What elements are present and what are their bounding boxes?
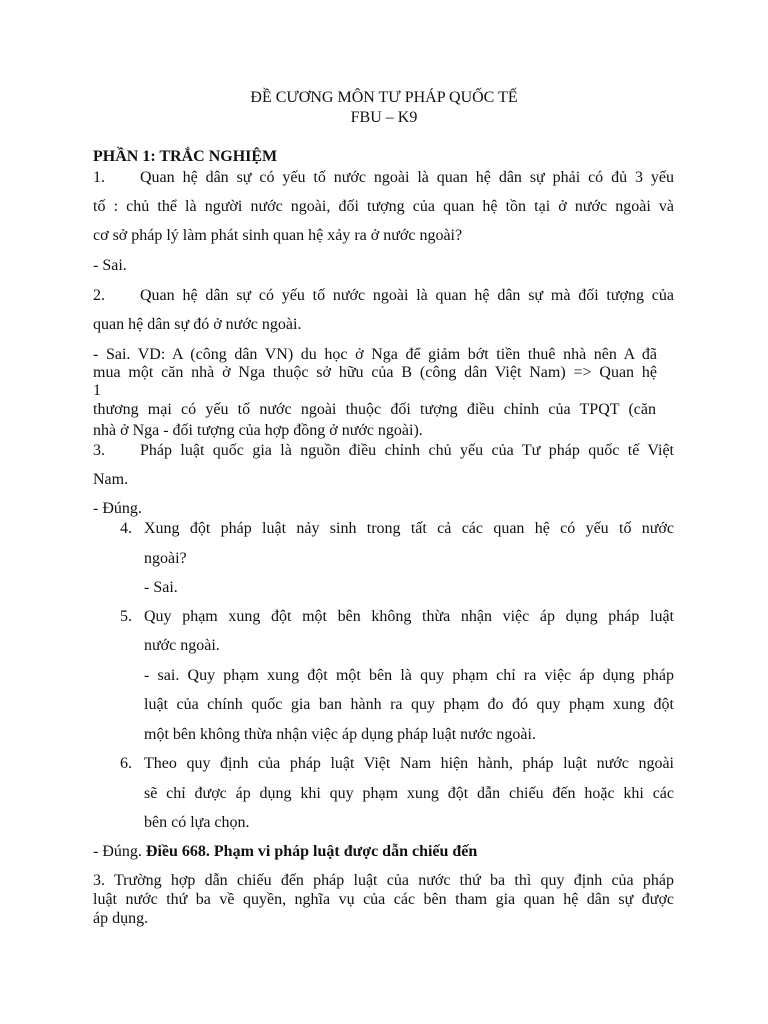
answer-text: - Sai. bbox=[93, 257, 127, 274]
question-text: Pháp luật quốc gia là nguồn điều chỉnh chủ yếu của Tư pháp quốc tế Việt bbox=[140, 442, 674, 459]
answer-line bbox=[93, 842, 477, 862]
question-text: sẽ chỉ được áp dụng khi quy phạm xung đột dẫn chiếu đến hoặc khi các bbox=[144, 785, 674, 802]
answer-text: - Sai. VD: A (công dân VN) du học ở Nga để giảm bớt tiền thuê nhà nên A đã bbox=[93, 346, 657, 363]
answer-text: - Sai. bbox=[144, 579, 178, 596]
question-text: nước ngoài. bbox=[144, 637, 220, 654]
answer-text: một bên không thừa nhận việc áp dụng pháp luật nước ngoài. bbox=[144, 726, 536, 743]
question-number: 4. bbox=[120, 520, 132, 537]
question-number: 3. bbox=[93, 442, 105, 459]
question-number: 5. bbox=[120, 608, 132, 625]
clause-text: 3. Trường hợp dẫn chiếu đến pháp luật của nước thứ ba thì quy định của pháp bbox=[93, 872, 674, 889]
question-text: ngoài? bbox=[144, 550, 187, 567]
question-text: quan hệ dân sự đó ở nước ngoài. bbox=[93, 316, 302, 333]
question-text: Theo quy định của pháp luật Việt Nam hiện hành, pháp luật nước ngoài bbox=[144, 755, 674, 772]
question-text: Quan hệ dân sự có yếu tố nước ngoài là quan hệ dân sự phải có đủ 3 yếu bbox=[140, 169, 674, 186]
clause-text: luật nước thứ ba về quyền, nghĩa vụ của các bên tham gia quan hệ dân sự được bbox=[93, 891, 674, 908]
answer-prefix: - Đúng. bbox=[93, 843, 146, 860]
page-number: 1 bbox=[93, 382, 101, 399]
article-heading: Điều 668. Phạm vi pháp luật được dẫn chiếu đến bbox=[145, 843, 478, 860]
question-text: Quy phạm xung đột một bên không thừa nhận việc áp dụng pháp luật bbox=[144, 608, 674, 625]
question-number: 2. bbox=[93, 287, 105, 304]
answer-text: luật của chính quốc gia ban hành ra quy phạm đo đó quy phạm xung đột bbox=[144, 696, 674, 713]
question-text: tố : chủ thể là người nước ngoài, đối tượng của quan hệ tồn tại ở nước ngoài và bbox=[93, 198, 674, 215]
question-text: bên có lựa chọn. bbox=[144, 814, 250, 831]
section-heading: PHẦN 1: TRẮC NGHIỆM bbox=[93, 148, 278, 165]
answer-text: - sai. Quy phạm xung đột một bên là quy phạm chỉ ra việc áp dụng pháp bbox=[144, 667, 674, 684]
question-number: 6. bbox=[120, 755, 132, 772]
answer-text: thương mại có yếu tố nước ngoài thuộc đối tượng điều chỉnh của TPQT (căn bbox=[93, 401, 656, 418]
question-number: 1. bbox=[93, 169, 105, 186]
clause-text: áp dụng. bbox=[93, 910, 149, 927]
question-text: cơ sở pháp lý làm phát sinh quan hệ xảy ra ở nước ngoài? bbox=[93, 227, 463, 244]
document-title: ĐỀ CƯƠNG MÔN TƯ PHÁP QUỐC TẾ bbox=[250, 89, 518, 106]
answer-text: nhà ở Nga - đối tượng của hợp đồng ở nước ngoài). bbox=[93, 422, 423, 439]
document-subtitle: FBU – K9 bbox=[350, 109, 418, 126]
answer-text: - Đúng. bbox=[93, 500, 142, 517]
question-text: Xung đột pháp luật nảy sinh trong tất cả các quan hệ có yếu tố nước bbox=[144, 520, 674, 537]
question-text: Nam. bbox=[93, 471, 129, 488]
answer-text: mua một căn nhà ở Nga thuộc sở hữu của B (công dân Việt Nam) => Quan hệ bbox=[93, 364, 657, 381]
question-text: Quan hệ dân sự có yếu tố nước ngoài là quan hệ dân sự mà đối tượng của bbox=[140, 287, 674, 304]
